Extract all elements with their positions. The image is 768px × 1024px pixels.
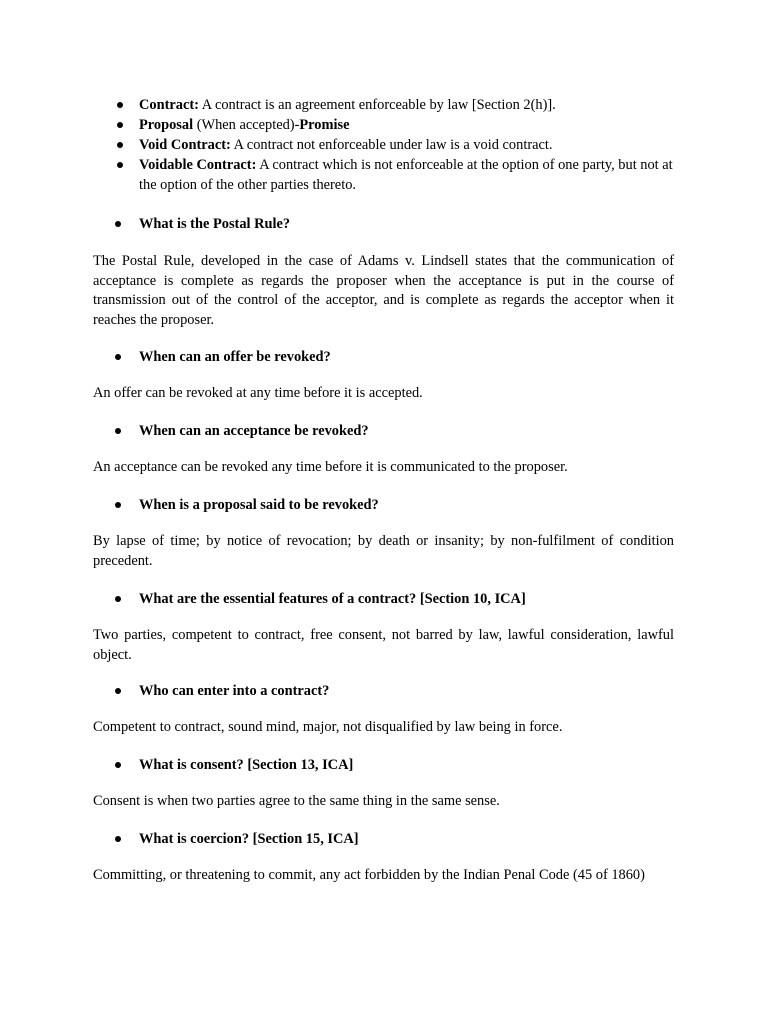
definition-item-proposal bbox=[93, 115, 674, 135]
bullet-icon bbox=[115, 688, 121, 694]
question-acceptance-revoked bbox=[139, 421, 679, 441]
answer-proposal-revoked: By lapse of time; by notice of revocation; by death or insanity; by non-fulfilment of condition precedent. bbox=[93, 533, 674, 569]
definitions-list bbox=[93, 95, 674, 195]
bullet-icon bbox=[115, 502, 121, 508]
definition-term: Proposal bbox=[139, 117, 194, 133]
question-consent bbox=[139, 755, 679, 775]
answer-consent: Consent is when two parties agree to the same thing in the same sense. bbox=[93, 793, 500, 809]
answer-offer-revoked: An offer can be revoked at any time before it is accepted. bbox=[93, 385, 423, 401]
answer-acceptance-revoked: An acceptance can be revoked any time before it is communicated to the proposer. bbox=[93, 459, 568, 475]
bullet-icon bbox=[117, 142, 123, 148]
answer-essential-features: Two parties, competent to contract, free consent, not barred by law, lawful consideration, lawful object. bbox=[93, 627, 674, 663]
question-text: What are the essential features of a contract? [Section 10, ICA] bbox=[139, 591, 526, 607]
question-offer-revoked bbox=[139, 347, 679, 367]
question-text: What is consent? [Section 13, ICA] bbox=[139, 757, 354, 773]
question-proposal-revoked bbox=[139, 495, 679, 515]
answer-postal-rule: The Postal Rule, developed in the case of Adams v. Lindsell states that the communication of acceptance is complete as regards the proposer when the acceptance is put in the course of transmission out of the control of the acceptor, and is complete as regards the acceptor when it reaches the proposer. bbox=[93, 253, 674, 328]
bullet-icon bbox=[115, 836, 121, 842]
definition-text: A contract not enforceable under law is a void contract. bbox=[230, 137, 553, 153]
definition-bold-tail: Promise bbox=[299, 117, 350, 133]
question-postal-rule bbox=[139, 214, 679, 234]
bullet-icon bbox=[117, 162, 123, 168]
definition-item-voidable-contract bbox=[93, 155, 674, 195]
bullet-icon bbox=[115, 762, 121, 768]
question-who-can-enter bbox=[139, 681, 679, 701]
definition-item-contract bbox=[93, 95, 674, 115]
question-text: When can an acceptance be revoked? bbox=[139, 423, 369, 439]
definition-term: Contract: bbox=[139, 97, 199, 113]
definition-item-void-contract bbox=[93, 135, 674, 155]
question-essential-features bbox=[139, 589, 679, 609]
definition-text: A contract is an agreement enforceable by law [Section 2(h)]. bbox=[198, 97, 556, 113]
answer-who-can-enter: Competent to contract, sound mind, major, not disqualified by law being in force. bbox=[93, 719, 563, 735]
answer-coercion: Committing, or threatening to commit, any act forbidden by the Indian Penal Code (45 of 1860) bbox=[93, 867, 645, 883]
bullet-icon bbox=[115, 596, 121, 602]
question-text: What is the Postal Rule? bbox=[139, 216, 291, 232]
definition-text: A contract which is not enforceable at the option of one party, but not at the option of the other parties thereto. bbox=[139, 157, 673, 193]
question-text: Who can enter into a contract? bbox=[139, 683, 330, 699]
bullet-icon bbox=[115, 221, 121, 227]
definition-text: (When accepted)- bbox=[193, 117, 300, 133]
question-text: When is a proposal said to be revoked? bbox=[139, 497, 379, 513]
bullet-icon bbox=[117, 102, 123, 108]
question-coercion bbox=[139, 829, 679, 849]
definition-term: Void Contract: bbox=[139, 137, 231, 153]
question-text: When can an offer be revoked? bbox=[139, 349, 331, 365]
definition-term: Voidable Contract: bbox=[139, 157, 257, 173]
bullet-icon bbox=[115, 428, 121, 434]
question-text: What is coercion? [Section 15, ICA] bbox=[139, 831, 359, 847]
bullet-icon bbox=[117, 122, 123, 128]
bullet-icon bbox=[115, 354, 121, 360]
